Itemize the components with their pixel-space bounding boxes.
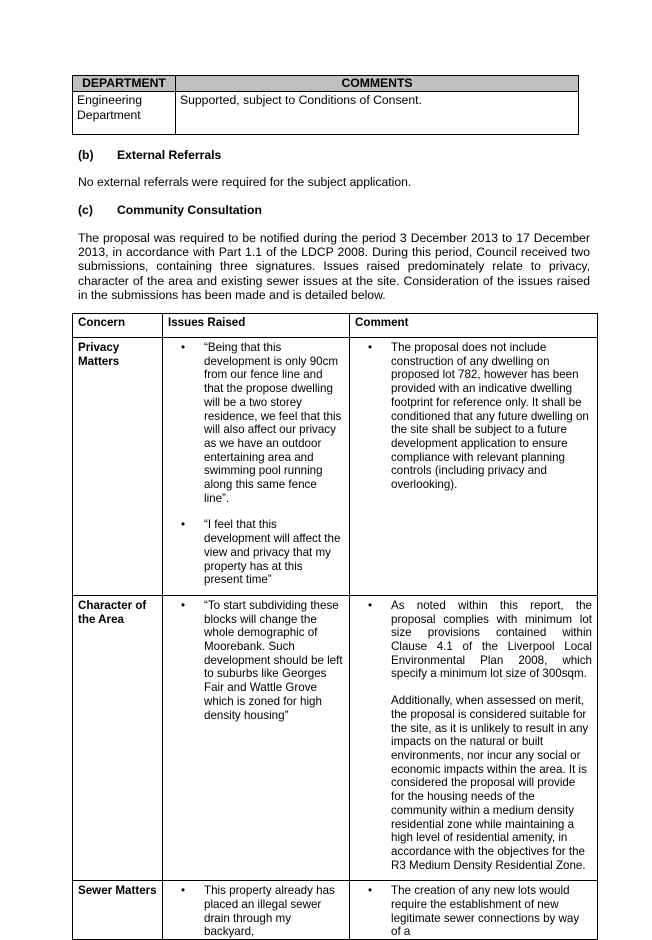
bullet-icon: •	[181, 884, 186, 898]
issues-cell	[163, 338, 350, 596]
department-header: DEPARTMENT	[73, 76, 176, 92]
bullet-icon: •	[368, 598, 373, 612]
department-cell: Engineering Department	[73, 92, 176, 135]
section-b-title: External Referrals	[117, 148, 222, 162]
section-b-label: (b)	[78, 148, 94, 162]
comment-cell	[350, 595, 598, 880]
list-item	[168, 599, 344, 722]
bullet-icon: •	[368, 341, 373, 354]
list-item	[168, 518, 344, 587]
comments-header: COMMENTS	[176, 76, 579, 92]
issues-table	[72, 313, 598, 940]
list-item	[168, 341, 344, 505]
comment-cell	[350, 338, 598, 596]
issues-cell	[163, 881, 350, 940]
comment-cell	[350, 881, 598, 940]
comment-text: Additionally, when assessed on merit, the proposal is considered suitable for the site, as it is unlikely to result in any impacts on the natural or built environments, nor incur any social or economic impacts within the area. It is considered the proposal will provide for the housing needs of the community within a medium density residential zone while maintaining a high level of residential amenity, in accordance with the objectives for the R3 Medium Density Residential Zone.	[391, 694, 589, 872]
comment-text: The creation of any new lots would require the establishment of new legitimate sewer connections by way of a	[391, 884, 580, 939]
comment-text: As noted within this report, the proposal complies with minimum lot size provisions contained within Clause 4.1 of the Liverpool Local Environmental Plan 2008, which specify a minimum lot size of 300sqm.	[391, 598, 592, 681]
table-row	[73, 881, 598, 940]
departments-header-row	[73, 76, 579, 92]
issue-text: “Being that this development is only 90cm from our fence line and that the propose dwelling will be a two storey residence, we feel that this will also affect our privacy as we have an outdoor entertaining area and swimming pool running along this same fence line”.	[204, 341, 342, 505]
bullet-icon: •	[368, 884, 373, 898]
issue-text: “I feel that this development will affect the view and privacy that my property has at this present time”	[204, 518, 341, 587]
comments-cell: Supported, subject to Conditions of Consent.	[176, 92, 579, 135]
list-item	[355, 341, 592, 492]
departments-table	[72, 75, 579, 135]
comment-text: The proposal does not include construction of any dwelling on proposed lot 782, however has been provided with an indicative dwelling footprint for reference only. It shall be conditioned that any future dwelling on the site shall be subject to a future development application to ensure compliance with relevant planning controls (including privacy and overlooking).	[391, 341, 589, 492]
issue-text: “To start subdividing these blocks will change the whole demographic of Moorebank. Such development should be left to suburbs like Georges Fair and Wattle Grove which is zoned for high density housing”	[204, 598, 343, 722]
section-c-title: Community Consultation	[117, 203, 262, 217]
list-item	[355, 884, 592, 939]
issues-cell	[163, 595, 350, 880]
section-c-text: The proposal was required to be notified during the period 3 December 2013 to 17 December 2013, in accordance with Part 1.1 of the LDCP 2008. During this period, Council received two submissions, containing three signatures. Issues raised predominately relate to privacy, character of the area and existing sewer issues at the site. Consideration of the issues raised in the submissions has been made and is detailed below.	[78, 231, 590, 302]
table-row	[73, 595, 598, 880]
section-c-label: (c)	[78, 203, 93, 217]
table-row	[73, 92, 579, 135]
list-item	[355, 599, 592, 872]
section-b-text: No external referrals were required for the subject application.	[78, 175, 412, 189]
concern-cell: Character of the Area	[73, 595, 163, 880]
list-item	[168, 884, 344, 939]
concern-cell: Sewer Matters	[73, 881, 163, 940]
issue-text: This property already has placed an illegal sewer drain through my backyard,	[204, 884, 335, 939]
table-row	[73, 338, 598, 596]
concern-cell: Privacy Matters	[73, 338, 163, 596]
bullet-icon: •	[181, 598, 186, 612]
bullet-icon: •	[181, 518, 186, 532]
issues-header-row	[73, 314, 598, 338]
concern-header: Concern	[73, 314, 163, 338]
comment-header: Comment	[350, 314, 598, 338]
issues-raised-header: Issues Raised	[163, 314, 350, 338]
bullet-icon: •	[181, 341, 186, 354]
